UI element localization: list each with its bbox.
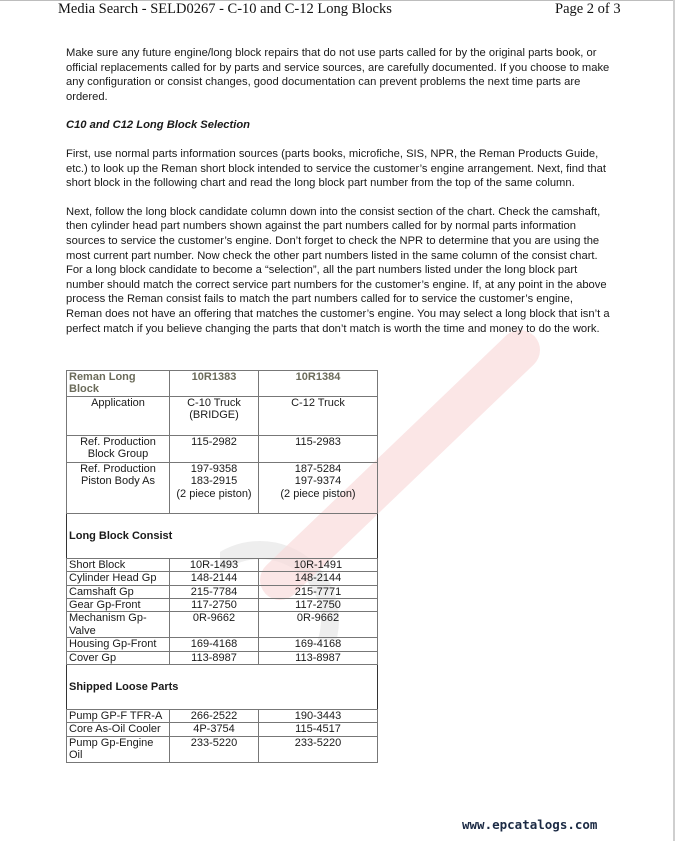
table-row	[67, 723, 378, 736]
label-line: Piston Body As	[81, 475, 155, 488]
part-number-cell: 266-2522	[170, 710, 259, 723]
label-line: Ref. Production	[80, 435, 156, 448]
label-line: Block Group	[87, 448, 149, 461]
cell	[170, 396, 259, 435]
section-label: Long Block Consist	[67, 513, 378, 558]
table-row	[67, 638, 378, 651]
part-number-cell: 233-5220	[170, 736, 259, 762]
part-number-cell: 190-3443	[259, 710, 378, 723]
table-header-row	[67, 371, 378, 397]
cell-line: (2 piece piston)	[280, 487, 356, 500]
cell: 115-2982	[170, 435, 259, 462]
part-name-cell: Camshaft Gp	[67, 585, 170, 598]
part-number-cell: 117-2750	[259, 599, 378, 612]
part-number-cell: 113-8987	[170, 651, 259, 664]
part-number-cell: 10R-1493	[170, 558, 259, 571]
cell-line: 197-9358	[190, 462, 238, 475]
row-label	[67, 462, 170, 513]
table-row	[67, 599, 378, 612]
table-row-block-group	[67, 435, 378, 462]
part-name-cell: Pump GP-F TFR-A	[67, 710, 170, 723]
section-row-loose	[67, 665, 378, 710]
part-name-cell: Cover Gp	[67, 651, 170, 664]
cell: 115-2983	[259, 435, 378, 462]
section-heading: C10 and C12 Long Block Selection	[66, 119, 251, 132]
part-name-cell: Short Block	[67, 558, 170, 571]
part-number-cell: 117-2750	[170, 599, 259, 612]
part-number-cell: 0R-9662	[259, 612, 378, 638]
table-row	[67, 651, 378, 664]
footer-url: www.epcatalogs.com	[462, 817, 598, 832]
table-row-piston	[67, 462, 378, 513]
cell-line: (2 piece piston)	[176, 487, 252, 500]
table-row	[67, 612, 378, 638]
page-number: Page 2 of 3	[555, 1, 621, 17]
paragraph-consist: Next, follow the long block candidate column down into the consist section of the chart. Check the camshaft, then cylinder head part numbers shown against the part numbers called for by normal parts information sources to service the customer’s engine. Don’t forget to check the NPR to determine that you are using the most current part number. Now check the other part numbers listed in the same column of the consist chart. For a long block candidate to become a “selection”, all the part numbers listed under the long block part number should match the correct service part numbers for the customer’s engine. If, at any point in the above process the Reman consist fails to match the part numbers called for to service the customer’s engine, Reman does not have an offering that matches the customer’s engine. You may select a long block that isn’t a perfect match if you believe changing the parts that don’t match is worth the time and money to do the work.	[66, 205, 610, 335]
part-number-cell: 169-4168	[170, 638, 259, 651]
page-header-title: Media Search - SELD0267 - C-10 and C-12 Long Blocks	[58, 1, 392, 17]
table-row	[67, 736, 378, 762]
cell-line: 187-5284	[294, 462, 342, 475]
row-label: Application	[67, 396, 170, 435]
paragraph-documentation: Make sure any future engine/long block repairs that do not use parts called for by the original parts book, or official replacements called for by parts and service sources, are carefully documented. If you choose to make any configuration or consist changes, good documentation can prevent problems the next time parts are ordered.	[66, 47, 610, 103]
part-name-cell: Pump Gp-Engine Oil	[67, 736, 170, 762]
section-label: Shipped Loose Parts	[67, 665, 378, 710]
document-body	[66, 46, 611, 350]
row-label	[67, 435, 170, 462]
cell-line: 183-2915	[190, 475, 238, 488]
part-name-cell: Cylinder Head Gp	[67, 572, 170, 585]
cell	[259, 462, 378, 513]
part-number-cell: 233-5220	[259, 736, 378, 762]
cell-line: C-10 Truck	[187, 396, 241, 409]
cell: C-12 Truck	[259, 396, 378, 435]
table-row	[67, 585, 378, 598]
header-cell: 10R1383	[170, 371, 259, 397]
label-line: Ref. Production	[80, 462, 156, 475]
paragraph-lookup: First, use normal parts information sources (parts books, microfiche, SIS, NPR, the Reman Products Guide, etc.) to look up the Reman short block intended to service the customer’s engine arrangement. Next, find that short block in the following chart and read the long block part number from the top of the same column.	[66, 147, 606, 190]
consist-rows	[67, 558, 378, 664]
part-number-cell: 148-2144	[259, 572, 378, 585]
part-name-cell: Core As-Oil Cooler	[67, 723, 170, 736]
part-number-cell: 148-2144	[170, 572, 259, 585]
part-name-cell: Housing Gp-Front	[67, 638, 170, 651]
part-number-cell: 215-7784	[170, 585, 259, 598]
part-name-cell: Gear Gp-Front	[67, 599, 170, 612]
cell	[170, 462, 259, 513]
table-row-application	[67, 396, 378, 435]
part-number-cell: 4P-3754	[170, 723, 259, 736]
header-cell: Reman Long Block	[67, 371, 170, 397]
part-number-cell: 215-7771	[259, 585, 378, 598]
part-name-cell: Mechanism Gp-Valve	[67, 612, 170, 638]
long-block-table	[66, 370, 378, 763]
part-number-cell: 113-8987	[259, 651, 378, 664]
cell-line: 197-9374	[294, 475, 342, 488]
part-number-cell: 0R-9662	[170, 612, 259, 638]
loose-rows	[67, 710, 378, 763]
table-row	[67, 572, 378, 585]
cell-line: (BRIDGE)	[189, 409, 239, 422]
table-row	[67, 710, 378, 723]
section-row-consist	[67, 513, 378, 558]
table-row	[67, 558, 378, 571]
part-number-cell: 10R-1491	[259, 558, 378, 571]
header-cell: 10R1384	[259, 371, 378, 397]
part-number-cell: 115-4517	[259, 723, 378, 736]
part-number-cell: 169-4168	[259, 638, 378, 651]
